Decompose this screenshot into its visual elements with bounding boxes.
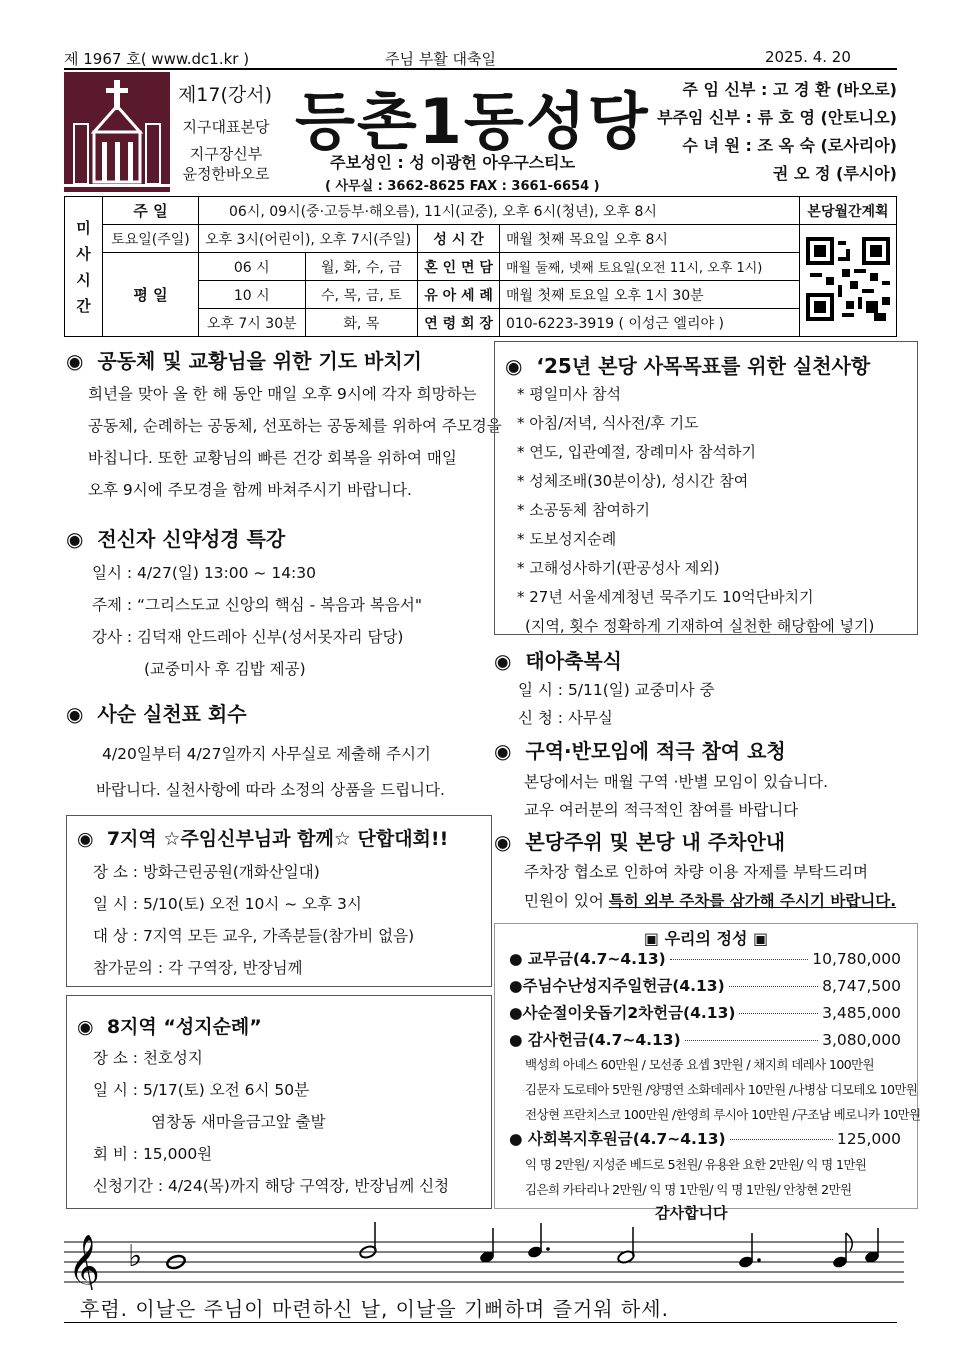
pastoral-goal-box <box>494 341 918 635</box>
offering-row: ●주님수난성지주일헌금(4.13) 8,747,500 <box>509 977 901 995</box>
staff-pastor: 주 임 신부 : 고 경 환 (바오로) <box>682 80 897 99</box>
weekday-time: 10 시 <box>199 281 306 309</box>
saturday-label: 토요일(주일) <box>103 225 199 253</box>
group-section-title: ◉ 구역·반모임에 적극 참여 요청 <box>494 739 786 763</box>
bible-section-title: ◉ 전신자 신약성경 특강 <box>66 527 286 551</box>
sunday-times: 06시, 09시(중·고등부·해오름), 11시(교중), 오후 6시(청년), 오후 8시 <box>199 197 800 225</box>
staff-sister-1: 수 녀 원 : 조 옥 숙 (로사리아) <box>682 136 897 155</box>
sunday-label: 주 일 <box>103 197 199 225</box>
church-icon <box>64 72 170 192</box>
event-value: 매월 첫째 목요일 오후 8시 <box>499 225 799 253</box>
weekday-label: 평 일 <box>103 253 199 337</box>
staff-sister-2: 권 오 정 (루시아) <box>772 164 897 183</box>
blessing-section-title: ◉ 태아축복식 <box>494 649 622 673</box>
mass-schedule-table <box>64 196 897 337</box>
district-number: 제17(강서) <box>177 84 273 106</box>
hymn-lyric: 후렴. 이날은 주님이 마련하신 날, 이날을 기뻐하며 즐거워 하세. <box>80 1297 669 1321</box>
parking-emphasis: 특히 외부 주차를 삼가해 주시기 바랍니다. <box>608 892 897 910</box>
prayer-section-title: ◉ 공동체 및 교황님을 위한 기도 바치기 <box>66 349 423 373</box>
rally-title: ◉ 7지역 ☆주임신부님과 함께☆ 단합대회!! <box>77 828 449 850</box>
staff-list <box>657 76 897 188</box>
event-label: 혼 인 면 담 <box>418 253 500 281</box>
weekday-time: 오후 7시 30분 <box>199 309 306 337</box>
svg-text:♭: ♭ <box>128 1239 143 1274</box>
pastoral-goal-title: ◉ ‘25년 본당 사목목표를 위한 실천사항 <box>505 354 871 378</box>
monthly-plan-label: 본당월간계획 <box>800 197 897 225</box>
issue-date: 2025. 4. 20 <box>765 48 851 66</box>
pastoral-goal-list: * 평일미사 참석 * 아침/저녁, 식사전/후 기도 * 연도, 입관예절, 장례미사 참석하기 * 성체조배(30분이상), 성시간 참여 * 소공동체 참여하기 * 도보성지순례 * 고해성사하기(판공성사 제외) * 27년 서울세계청년 묵주기도 10억단바치기 (지역, 횟수 정확하게 기재하여 실천한 해당함에 넣기) <box>517 385 875 635</box>
rally-body: 장 소 : 방화근린공원(개화산일대) 일 시 : 5/10(토) 오전 10시 ~ 오후 3시 대 상 : 7지역 모든 교우, 가족분들(참가비 없음) 참가문의 : 각 구역장, 반장님께 <box>93 863 415 977</box>
district-priest: 윤정한바오로 <box>182 165 270 183</box>
saturday-times: 오후 3시(어린이), 오후 7시(주일) <box>199 225 418 253</box>
weekday-days: 월, 화, 수, 금 <box>305 253 418 281</box>
lent-section-title: ◉ 사순 실천표 회수 <box>66 702 247 726</box>
event-value: 매월 첫째 토요일 오후 1시 30분 <box>499 281 799 309</box>
music-staff <box>64 1220 904 1290</box>
district-priest-title: 지구장신부 <box>189 145 263 163</box>
offering-row: ●사순절이웃돕기2차헌금(4.13) 3,485,000 <box>509 1004 901 1022</box>
offering-title: ▣ 우리의 정성 ▣ <box>643 929 769 948</box>
qr-code-icon <box>806 237 890 321</box>
rally-box <box>66 815 492 987</box>
offering-rows <box>509 946 901 1054</box>
office-contact: ( 사무실 : 3662-8625 FAX : 3661-6654 ) <box>325 179 600 194</box>
offering-row: ● 감사헌금(4.7~4.13) 3,080,000 <box>509 1031 901 1049</box>
weekday-days: 화, 목 <box>305 309 418 337</box>
event-label: 연 령 회 장 <box>418 309 500 337</box>
group-body: 본당에서는 매월 구역 ·반별 모임이 있습니다. 교우 여러분의 적극적인 참여를 바랍니다 <box>524 773 829 819</box>
welfare-donors: 익 명 2만원/ 지성준 베드로 5천원/ 유용완 요한 2만원/ 익 명 1만원 김은희 카타리나 2만원/ 익 명 1만원/ 익 명 1만원/ 안창현 2만원 <box>525 1157 867 1197</box>
music-notes-icon <box>64 1220 904 1290</box>
pilgrimage-body: 장 소 : 천호성지 일 시 : 5/17(토) 오전 6시 50분 염창동 새마을금고앞 출발 회 비 : 15,000원 신청기간 : 4/24(목)까지 해당 구역장, 반장님께 신청 <box>93 1049 450 1195</box>
svg-text:𝄞: 𝄞 <box>68 1234 100 1290</box>
offering-row: ● 사회복지후원금(4.7~4.13) 125,000 <box>509 1130 901 1148</box>
parking-section-title: ◉ 본당주위 및 본당 내 주차안내 <box>494 830 786 854</box>
church-logo <box>64 72 170 192</box>
qr-code[interactable] <box>800 225 897 337</box>
bottom-rule <box>64 1322 897 1323</box>
district-hq: 지구대표본당 <box>182 118 270 136</box>
event-value: 010-6223-3919 ( 이성근 엘리야 ) <box>499 309 799 337</box>
thanks-text: 감사합니다 <box>655 1204 728 1222</box>
event-value: 매월 둘째, 넷째 토요일(오전 11시, 오후 1시) <box>499 253 799 281</box>
welfare-row-wrap <box>509 1126 901 1153</box>
event-label: 성 시 간 <box>418 225 500 253</box>
thanks-offering-donors: 백성희 아녜스 60만원 / 모선종 요셉 3만원 / 채지희 데레사 100만원 김문자 도로테아 5만원 /양명연 소화데레사 10만원 /나병삼 디모테오 10만원 전상현 프란치스코 100만원 /한영희 루시아 10만원 /구조남 베로니카 10만원 <box>525 1057 921 1122</box>
parish-name: 등촌1동성당 <box>295 85 650 158</box>
pilgrimage-title: ◉ 8지역 “성지순례” <box>77 1016 262 1038</box>
staff-assistant: 부주임 신부 : 류 호 영 (안토니오) <box>657 108 897 127</box>
weekday-time: 06 시 <box>199 253 306 281</box>
prayer-body: 희년을 맞아 올 한 해 동안 매일 오후 9시에 각자 희망하는 공동체, 순례하는 공동체, 선포하는 공동체를 위하여 주모경을 바칩니다. 또한 교황님의 빠른 건강 회복을 위하여 매일 오후 9시에 주모경을 함께 바쳐주시기 바랍니다. <box>88 385 502 499</box>
weekday-days: 수, 목, 금, 토 <box>305 281 418 309</box>
offering-box <box>494 923 921 1209</box>
patron-saint: 주보성인 : 성 이광헌 아우구스티노 <box>330 153 576 172</box>
parking-body: 주차장 협소로 인하여 차량 이용 자제를 부탁드리며 민원이 있어 특히 외부 주차를 삼가해 주시기 바랍니다. <box>524 863 897 910</box>
pilgrimage-box <box>66 995 492 1209</box>
feast-name: 주님 부활 대축일 <box>385 50 496 68</box>
mass-side-label: 미사시간 <box>65 197 103 337</box>
blessing-body: 일 시 : 5/11(일) 교중미사 중 신 청 : 사무실 <box>518 681 715 727</box>
issue-number: 제 1967 호( www.dc1.kr ) <box>64 50 250 68</box>
lent-body: 4/20일부터 4/27일까지 사무실로 제출해 주시기 바랍니다. 실천사항에 따라 소정의 상품을 드립니다. <box>96 745 445 799</box>
event-label: 유 아 세 례 <box>418 281 500 309</box>
bible-body: 일시 : 4/27(일) 13:00 ~ 14:30 주제 : “그리스도교 신앙의 핵심 - 복음과 복음서" 강사 : 김덕재 안드레아 신부(성서못자리 담당) (교중미사 후 김밥 제공) <box>92 564 422 678</box>
offering-row: ● 교무금(4.7~4.13) 10,780,000 <box>509 950 901 968</box>
top-rule <box>64 68 897 70</box>
